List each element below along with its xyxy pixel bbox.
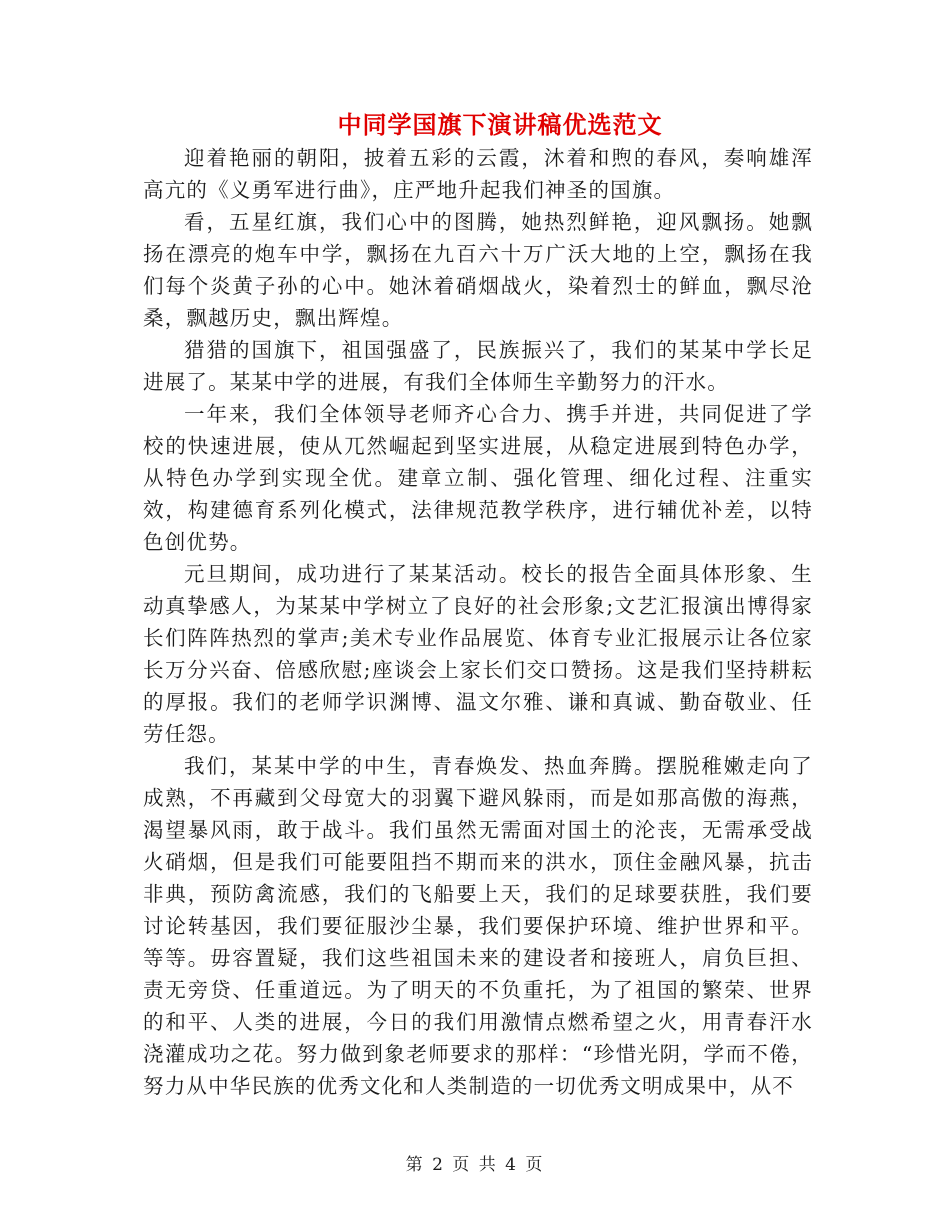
paragraph-2: 看，五星红旗，我们心中的图腾，她热烈鲜艳，迎风飘扬。她飘扬在漂亮的炮车中学，飘扬在九百六十万广沃大地的上空，飘扬在我们每个炎黄子孙的心中。她沐着硝烟战火，染着烈士的鲜血，飘尽沧桑，飘越历史，飘出辉煌。 [143,210,813,330]
paragraph-1: 迎着艳丽的朝阳，披着五彩的云霞，沐着和煦的春风，奏响雄浑高亢的《义勇军进行曲》，庄严地升起我们神圣的国旗。 [143,146,813,202]
page-number-footer: 第 2 页 共 4 页 [405,1155,545,1175]
paragraph-6: 我们，某某中学的中生，青春焕发、热血奔腾。摆脱稚嫩走向了成熟，不再藏到父母宽大的羽翼下避风躲雨，而是如那高傲的海燕，渴望暴风雨，敢于战斗。我们虽然无需面对国土的沦丧，无需承受战火硝烟，但是我们可能要阻挡不期而来的洪水，顶住金融风暴，抗击非典，预防禽流感，我们的飞船要上天，我们的足球要获胜，我们要讨论转基因，我们要征服沙尘暴，我们要保护环境、维护世界和平。等等。毋容置疑，我们这些祖国未来的建设者和接班人，肩负巨担、责无旁贷、任重道远。为了明天的不负重托，为了祖国的繁荣、世界的和平、人类的进展，今日的我们用激情点燃希望之火，用青春汗水浇灌成功之花。努力做到象老师要求的那样：“珍惜光阴，学而不倦，努力从中华民族的优秀文化和人类制造的一切优秀文明成果中，从不 [143,754,813,1098]
document-body [143,142,813,1102]
paragraph-4: 一年来，我们全体领导老师齐心合力、携手并进，共同促进了学校的快速进展，使从兀然崛起到坚实进展，从稳定进展到特色办学，从特色办学到实现全优。建章立制、强化管理、细化过程、注重实效，构建德育系列化模式，法律规范教学秩序，进行辅优补差，以特色创优势。 [143,402,813,554]
paragraph-5: 元旦期间，成功进行了某某活动。校长的报告全面具体形象、生动真挚感人，为某某中学树立了良好的社会形象;文艺汇报演出博得家长们阵阵热烈的掌声;美术专业作品展览、体育专业汇报展示让各位家长万分兴奋、倍感欣慰;座谈会上家长们交口赞扬。这是我们坚持耕耘的厚报。我们的老师学识渊博、温文尔雅、谦和真诚、勤奋敬业、任劳任怨。 [143,562,813,746]
paragraph-3: 猎猎的国旗下，祖国强盛了，民族振兴了，我们的某某中学长足进展了。某某中学的进展，有我们全体师生辛勤努力的汗水。 [143,338,813,394]
document-title: 中同学国旗下演讲稿优选范文 [337,110,663,139]
